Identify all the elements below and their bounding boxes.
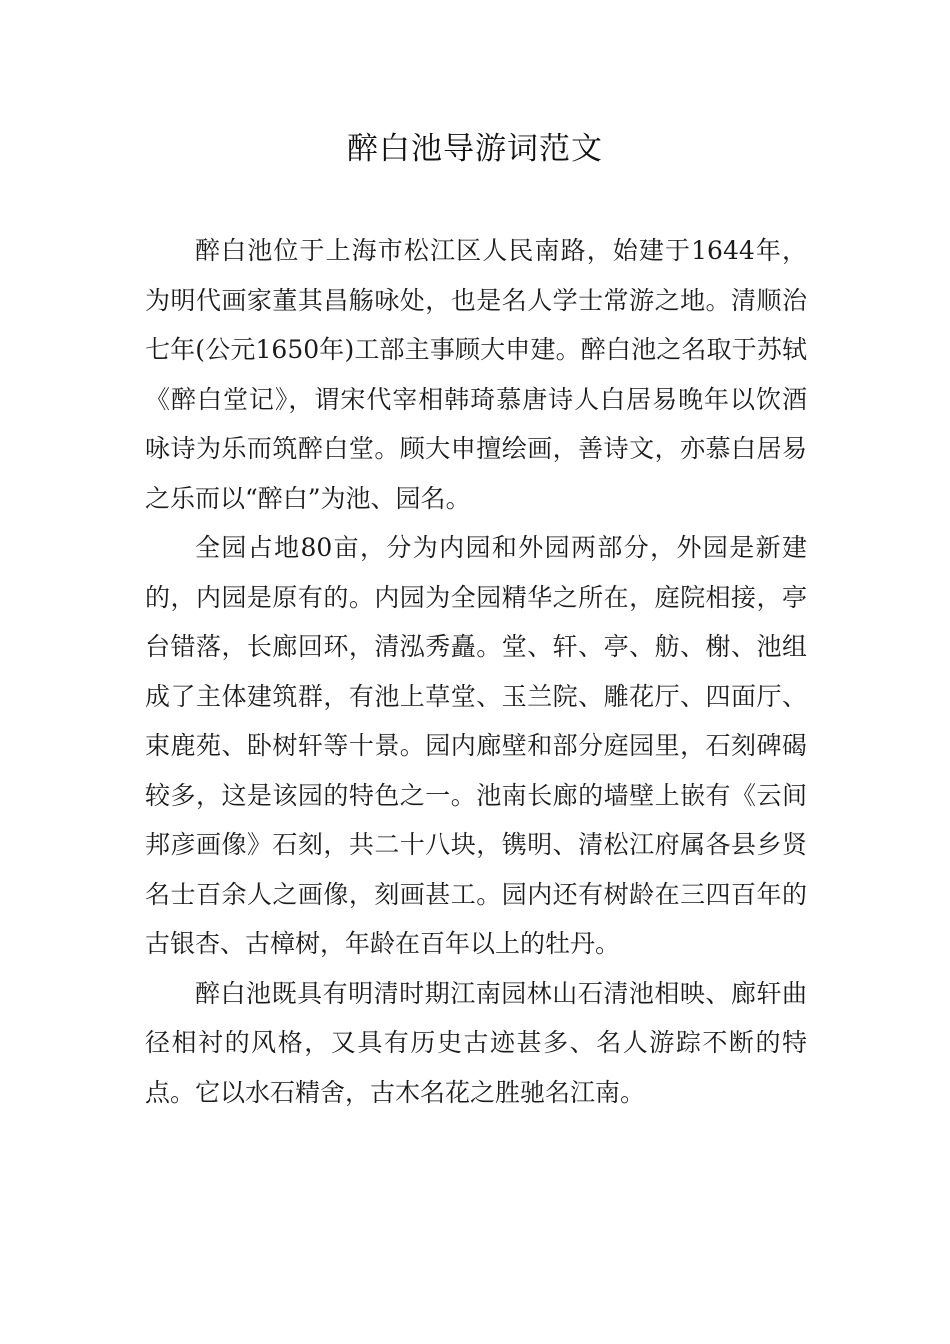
paragraph-3: 醉白池既具有明清时期江南园林山石清池相映、廊轩曲径相衬的风格，又具有历史古迹甚多、名人游踪不断的特点。它以水石精舍，古木名花之胜驰名江南。	[145, 978, 807, 1107]
paragraph-2: 全园占地80亩，分为内园和外园两部分，外园是新建的，内园是原有的。内园为全园精华之所在，庭院相接，亭台错落，长廊回环，清泓秀矗。堂、轩、亭、舫、榭、池组成了主体建筑群，有池上草堂、玉兰院、雕花厅、四面厅、束鹿苑、卧树轩等十景。园内廊壁和部分庭园里，石刻碑碣较多，这是该园的特色之一。池南长廊的墙壁上嵌有《云间邦彦画像》石刻，共二十八块，镌明、清松江府属各县乡贤名士百余人之画像，刻画甚工。园内还有树龄在三四百年的古银杏、古樟树，年龄在百年以上的牡丹。	[145, 533, 807, 958]
document-body	[145, 226, 807, 1117]
document-title: 醉白池导游词范文	[347, 131, 603, 167]
paragraph-1: 醉白池位于上海市松江区人民南路，始建于1644年，为明代画家董其昌觞咏处，也是名人学士常游之地。清顺治七年(公元1650年)工部主事顾大申建。醉白池之名取于苏轼《醉白堂记》，谓宋代宰相韩琦慕唐诗人白居易晚年以饮酒咏诗为乐而筑醉白堂。顾大申擅绘画，善诗文，亦慕白居易之乐而以“醉白”为池、园名。	[145, 236, 807, 513]
